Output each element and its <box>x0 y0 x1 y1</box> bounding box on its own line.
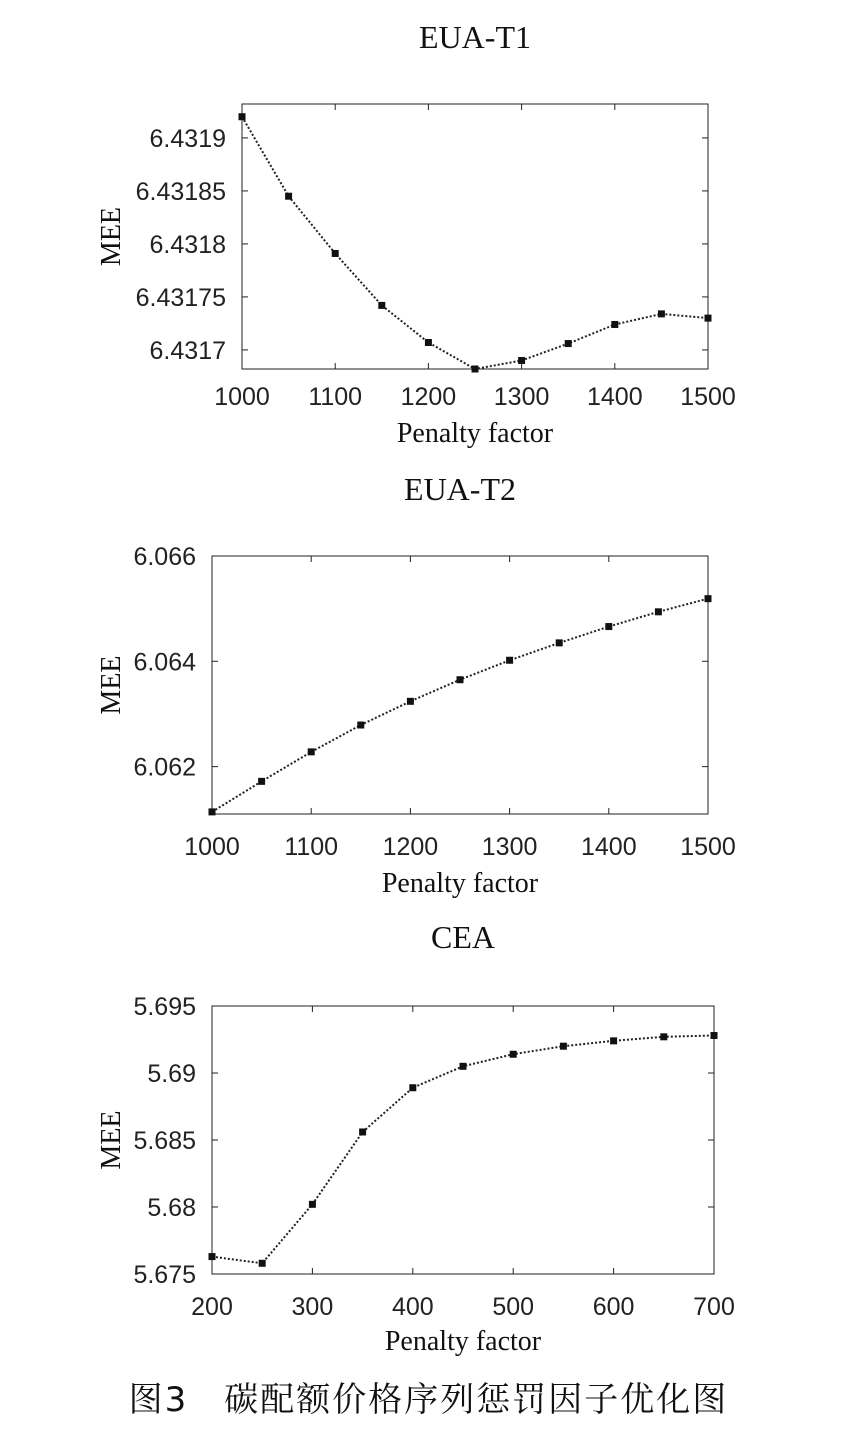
x-tick-label: 1200 <box>400 383 457 411</box>
figure-caption: 图3 碳配额价格序列惩罚因子优化图 <box>128 1380 729 1420</box>
x-tick-label: 1100 <box>308 383 363 411</box>
x-tick-label: 1300 <box>481 833 538 861</box>
y-tick-label: 5.685 <box>133 1127 196 1155</box>
data-point <box>460 1063 467 1070</box>
data-point <box>506 657 513 664</box>
y-axis-label: MEE <box>96 655 127 715</box>
data-point <box>510 1051 517 1058</box>
data-point <box>359 1128 366 1135</box>
x-tick-label: 1500 <box>680 383 736 411</box>
data-point <box>565 340 572 347</box>
y-axis-label: MEE <box>96 206 127 267</box>
plot-frame <box>242 104 708 369</box>
x-tick-label: 500 <box>492 1293 535 1321</box>
data-point <box>611 321 618 328</box>
data-point <box>258 778 265 785</box>
data-point <box>556 639 563 646</box>
data-point <box>705 595 712 602</box>
data-point <box>610 1037 617 1044</box>
x-tick-label: 400 <box>391 1293 434 1321</box>
data-point <box>309 1201 316 1208</box>
x-tick-label: 1500 <box>680 833 736 861</box>
y-tick-label: 5.695 <box>133 993 196 1021</box>
data-point <box>378 302 385 309</box>
y-tick-label: 6.4317 <box>149 336 226 365</box>
y-tick-label: 6.43175 <box>135 283 226 312</box>
data-point <box>705 315 712 322</box>
data-point <box>655 608 662 615</box>
x-tick-label: 1300 <box>493 383 550 411</box>
x-tick-label: 1200 <box>382 833 439 861</box>
x-tick-label: 1000 <box>214 383 270 411</box>
x-axis-label: Penalty factor <box>396 418 554 449</box>
data-point <box>425 339 432 346</box>
data-point <box>518 357 525 364</box>
data-point <box>259 1260 266 1267</box>
data-point <box>357 722 364 729</box>
data-point <box>239 113 246 120</box>
data-point <box>660 1033 667 1040</box>
y-axis-label: MEE <box>96 1110 127 1170</box>
x-tick-label: 1000 <box>184 833 240 861</box>
x-tick-label: 1400 <box>586 383 643 411</box>
chart-eua-t2 <box>96 471 736 899</box>
y-tick-label: 5.68 <box>147 1194 196 1222</box>
data-point <box>308 748 315 755</box>
x-tick-label: 1400 <box>580 833 637 861</box>
chart-title: EUA-T1 <box>419 19 531 55</box>
x-axis-label: Penalty factor <box>384 1326 542 1357</box>
y-tick-label: 6.4318 <box>149 230 226 259</box>
data-point <box>407 698 414 705</box>
plot-frame <box>212 556 708 814</box>
x-tick-label: 1100 <box>284 833 339 861</box>
x-axis-label: Penalty factor <box>381 868 539 899</box>
data-point <box>560 1043 567 1050</box>
data-point <box>409 1084 416 1091</box>
y-tick-label: 6.062 <box>133 753 196 782</box>
data-point <box>285 193 292 200</box>
x-tick-label: 200 <box>191 1293 233 1321</box>
x-tick-label: 700 <box>693 1293 735 1321</box>
y-tick-label: 6.43185 <box>135 177 226 206</box>
chart-cea <box>96 919 735 1357</box>
x-tick-label: 600 <box>592 1293 635 1321</box>
y-tick-label: 5.675 <box>133 1261 196 1289</box>
data-point <box>332 250 339 257</box>
series-line <box>242 117 708 369</box>
data-point <box>658 310 665 317</box>
data-point <box>472 366 479 373</box>
chart-eua-t1 <box>96 19 736 449</box>
y-tick-label: 6.4319 <box>149 124 226 153</box>
data-point <box>209 808 216 815</box>
y-tick-label: 6.064 <box>133 648 196 677</box>
data-point <box>457 676 464 683</box>
chart-title: CEA <box>431 919 495 955</box>
y-tick-label: 6.066 <box>133 543 196 571</box>
data-point <box>209 1253 216 1260</box>
data-point <box>711 1032 718 1039</box>
x-tick-label: 300 <box>291 1293 334 1321</box>
chart-title: EUA-T2 <box>404 471 516 507</box>
y-tick-label: 5.69 <box>147 1060 196 1088</box>
data-point <box>605 623 612 630</box>
series-line <box>212 599 708 812</box>
